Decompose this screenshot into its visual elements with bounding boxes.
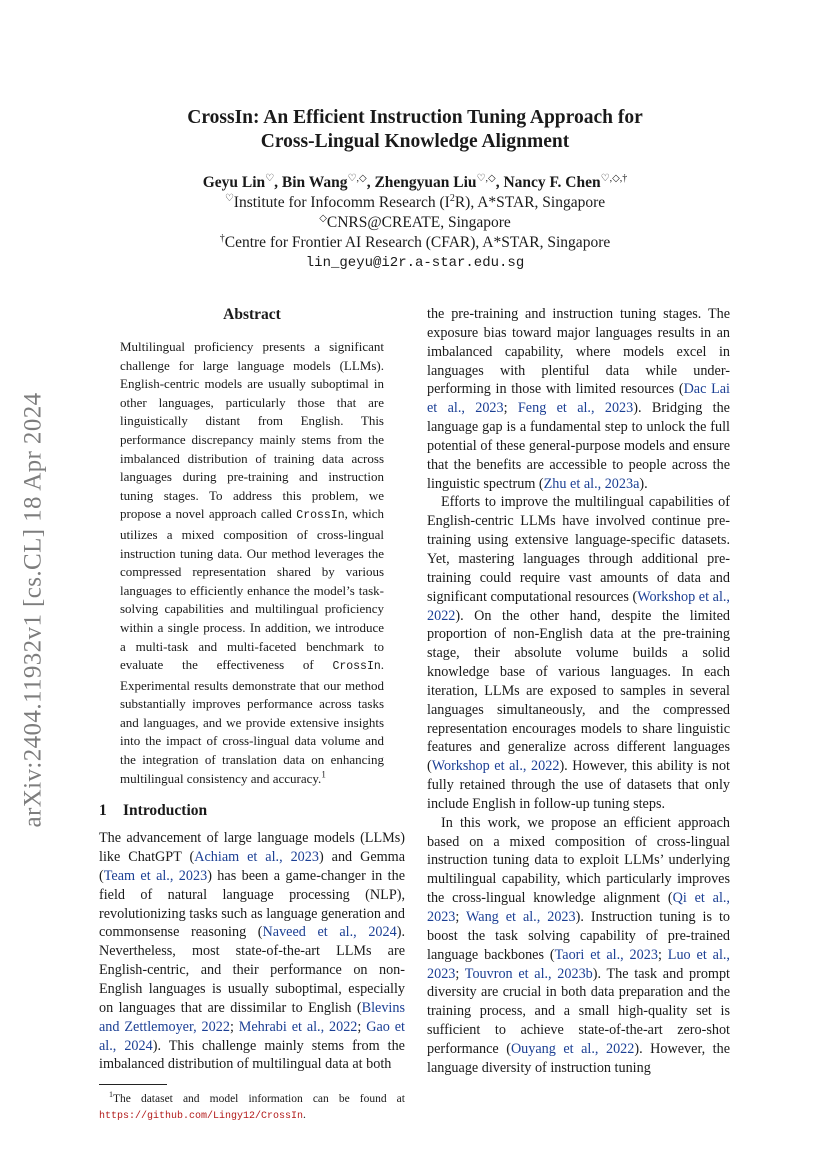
citation-link[interactable]: Luo et al., 2023 [427, 946, 730, 982]
citation-link[interactable]: Zhu et al., 2023a [543, 475, 640, 492]
body-text: ). However, this ability is not fully retained through the use of datasets that only include English in follow-up tuning steps. [427, 758, 730, 812]
affiliation-line [100, 233, 730, 253]
body-text: ; [229, 1018, 239, 1035]
body-text: ). However, the language diversity of instruction tuning [427, 1040, 730, 1076]
affiliation-mark: ♡ [265, 172, 275, 184]
author-block [100, 173, 730, 273]
affiliation-mark: ♡,◇ [347, 172, 367, 184]
affiliation-text: Institute for Infocomm Research (I [233, 194, 450, 211]
affiliation-line [100, 213, 730, 233]
footnote-divider [99, 1084, 167, 1085]
body-paragraph [427, 493, 730, 813]
footnote-marker[interactable]: 1 [321, 769, 326, 780]
affiliation-mark: ♡ [224, 192, 234, 204]
body-text: ). The task and prompt diversity are crucial in both data preparation and the training process, and a small high-quality set is sufficient to achieve state-of-the-art zero-shot performance ( [427, 965, 730, 1057]
footnote [99, 1091, 405, 1125]
affiliation-mark: † [219, 232, 225, 244]
title-line-1: CrossIn: An Efficient Instruction Tuning Approach for [187, 107, 643, 128]
citation-link[interactable]: Team et al., 2023 [103, 867, 208, 884]
citation-link[interactable]: Dac Lai et al., 2023 [427, 381, 730, 417]
citation-link[interactable]: Gao et al., 2024 [99, 1018, 405, 1054]
footnote-text: The dataset and model information can be found at [113, 1093, 405, 1106]
affiliation-mark: ◇ [319, 212, 327, 224]
affiliation-mark: ♡,◇,† [600, 172, 628, 184]
body-text: The advancement of large language models (LLMs) like ChatGPT ( [99, 830, 405, 866]
section-number: 1 [99, 802, 107, 820]
method-name: CrossIn [332, 660, 381, 674]
body-paragraph [427, 305, 730, 493]
body-text: the pre-training and instruction tuning stages. The exposure bias toward major languages results in an imbalanced capability, where models excel in languages with plentiful data while under-performing in those with limited resources ( [427, 306, 730, 398]
author-name: Nancy F. Chen [503, 174, 601, 191]
body-text: ). Instruction tuning is to boost the task solving capability of pre-trained language backbones ( [427, 909, 730, 963]
body-text: ; [455, 909, 467, 925]
body-text: ). Bridging the language gap is a fundamental step to unlock the full potential of these general-purpose models and ensure that the benefits are accessible to people across the linguistic spectrum ( [427, 400, 730, 492]
citation-link[interactable]: Taori et al., 2023 [554, 946, 658, 963]
affiliation-text: CNRS@CREATE, Singapore [326, 214, 511, 231]
citation-link[interactable]: Mehrabi et al., 2022 [238, 1018, 358, 1035]
arxiv-identifier-stamp [17, 365, 51, 855]
abstract-text: . Experimental results demonstrate that our method substantially improves performance across tasks and languages, and we provide extensive insights into the impact of cross-lingual data volume and the integration of translation data on enhancing multilingual consistency and accuracy. [120, 657, 384, 786]
body-text: ). On the other hand, despite the limited proportion of non-English data at the pre-training stage, their absolute volume builds a solid knowledge base of various languages. In each iteration, LLMs are exposed to samples in several languages simultaneously, and the compressed representation encourages models to share linguistic features and generalize across different languages ( [427, 607, 730, 775]
footnote-text: . [303, 1109, 306, 1122]
body-text: ) and Gemma ( [99, 849, 405, 884]
affiliation-line [100, 193, 730, 213]
body-text: ) has been a game-changer in the field of natural language processing (NLP), revolutionizing tasks such as language generation and commonsense reasoning ( [99, 867, 405, 941]
citation-link[interactable]: Touvron et al., 2023b [464, 965, 593, 982]
body-text: ; [357, 1018, 367, 1035]
body-text: In this work, we propose an efficient approach based on a mixed composition of cross-lingual instruction tuning data to exploit LLMs’ underlying multilingual capability, which particularly improves the cross-lingual knowledge alignment ( [427, 814, 730, 907]
citation-link[interactable]: Naveed et al., 2024 [262, 924, 397, 941]
arxiv-identifier-text: arXiv:2404.11932v1 [cs.CL] 18 Apr 2024 [20, 392, 47, 828]
body-text: ). This challenge mainly stems from the imbalanced distribution of multilingual data at both [99, 1037, 405, 1073]
author-name: Bin Wang [281, 174, 348, 191]
footnote-number: 1 [109, 1090, 113, 1100]
body-paragraph [427, 814, 730, 1078]
citation-link[interactable]: Wang et al., 2023 [466, 909, 576, 925]
affiliation-mark: ♡,◇ [476, 172, 496, 184]
citation-link[interactable]: Ouyang et al., 2022 [510, 1040, 635, 1057]
citation-link[interactable]: Workshop et al., 2022 [427, 588, 730, 624]
citation-link[interactable]: Workshop et al., 2022 [431, 758, 560, 775]
author-email[interactable]: lin_geyu@i2r.a-star.edu.sg [305, 255, 525, 271]
footnote-url-link[interactable]: https://github.com/Lingy12/CrossIn [99, 1111, 304, 1123]
abstract-text: , which utilizes a mixed composition of cross-lingual instruction tuning data. Our method leverages the compressed representation shared by various languages to efficiently enhance the model’s task-solving capabilities and multilingual proficiency within a single process. In addition, we introduce a multi-task and multi-faceted benchmark to evaluate the effectiveness of [120, 506, 384, 673]
author-name: Zhengyuan Liu [374, 174, 477, 191]
body-text: ). Nevertheless, most state-of-the-art LLMs are English-centric, and their performance on non-English languages is usually suboptimal, especially on languages that are dissimilar to English ( [99, 924, 405, 1016]
citation-link[interactable]: Achiam et al., 2023 [194, 849, 319, 866]
citation-link[interactable]: Qi et al., 2023 [427, 890, 730, 925]
abstract-heading: Abstract [223, 306, 281, 323]
affiliation-text: R), A*STAR, Singapore [454, 194, 606, 211]
body-text: ). [639, 475, 648, 492]
right-column [427, 305, 730, 1078]
body-text: ; [657, 946, 668, 963]
section-title: Introduction [123, 802, 208, 820]
section-heading-introduction [99, 802, 405, 826]
body-text: Efforts to improve the multilingual capabilities of English-centric LLMs have involved continue pre-training using extensive language-specific datasets. Yet, mastering languages through additional pre-training could require vast amounts of data and significant computational resources ( [427, 494, 730, 605]
author-name: Geyu Lin [202, 174, 266, 191]
affiliation-text: Centre for Frontier AI Research (CFAR), A*STAR, Singapore [224, 234, 611, 251]
author-names: Geyu Lin♡, Bin Wang♡,◇, Zhengyuan Liu♡,◇, Nancy F. Chen♡,◇,† [202, 172, 628, 191]
body-text: ; [455, 965, 465, 982]
paper-title [100, 106, 730, 154]
abstract-text: Multilingual proficiency presents a significant challenge for large language models (LLMs). English-centric models are usually suboptimal in other languages, particularly those that are linguistically distant from English. This performance discrepancy mainly stems from the imbalanced distribution of training data across languages during pre-training and instruction tuning stages. To address this problem, we propose a novel approach called [120, 339, 384, 522]
body-text: ; [503, 400, 518, 417]
abstract-body [120, 338, 384, 788]
superscript: 2 [449, 192, 455, 204]
intro-paragraph [99, 829, 405, 1074]
title-line-2: Cross-Lingual Knowledge Alignment [260, 131, 570, 152]
method-name: CrossIn [296, 509, 345, 523]
left-column [99, 305, 405, 1125]
citation-link[interactable]: Feng et al., 2023 [517, 400, 634, 417]
citation-link[interactable]: Blevins and Zettlemoyer, 2022 [99, 999, 405, 1035]
